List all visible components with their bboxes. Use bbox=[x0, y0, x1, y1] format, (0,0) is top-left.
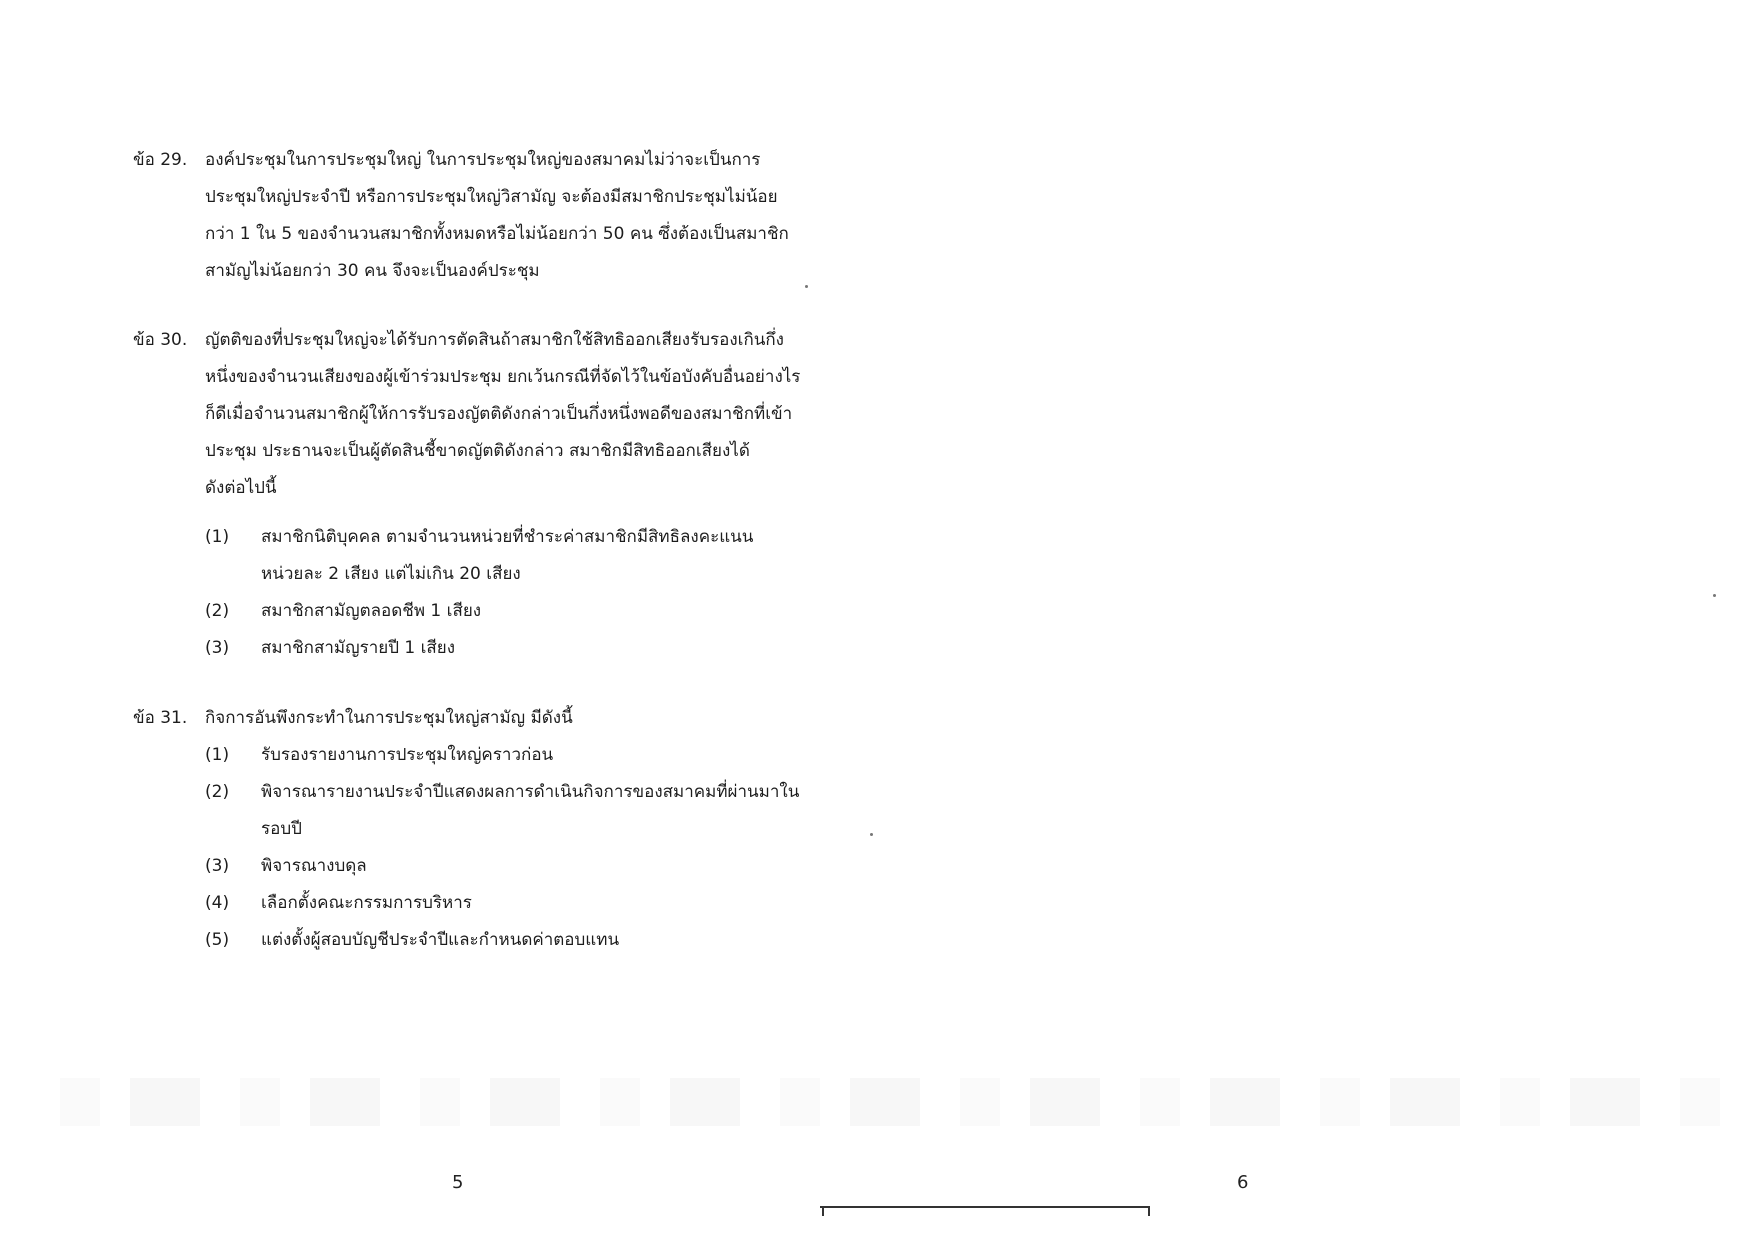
scan-dot bbox=[870, 833, 873, 836]
item-number: (1) bbox=[205, 745, 230, 765]
list-item bbox=[205, 774, 833, 848]
item-number: (2) bbox=[205, 782, 230, 802]
fold-tick bbox=[822, 1206, 824, 1216]
clause-31 bbox=[133, 700, 833, 959]
item-number: (3) bbox=[205, 638, 230, 658]
clause-body bbox=[205, 322, 833, 507]
list-item bbox=[205, 519, 833, 593]
fold-tick bbox=[1148, 1206, 1150, 1216]
item-number: (3) bbox=[205, 856, 230, 876]
item-line: สมาชิกสามัญรายปี 1 เสียง bbox=[261, 638, 456, 658]
clause-29 bbox=[133, 142, 833, 290]
item-line: แต่งตั้งผู้สอบบัญชีประจำปีและกำหนดค่าตอบแทน bbox=[261, 930, 620, 950]
clause-body bbox=[205, 142, 833, 290]
clause-line: องค์ประชุมในการประชุมใหญ่ ในการประชุมใหญ่ของสมาคมไม่ว่าจะเป็นการ bbox=[205, 150, 761, 170]
item-number: (1) bbox=[205, 527, 230, 547]
clause-line: กว่า 1 ใน 5 ของจำนวนสมาชิกทั้งหมดหรือไม่น้อยกว่า 50 คน ซึ่งต้องเป็นสมาชิก bbox=[205, 224, 789, 244]
item-line: พิจารณางบดุล bbox=[261, 856, 367, 876]
item-line: หน่วยละ 2 เสียง แต่ไม่เกิน 20 เสียง bbox=[261, 564, 521, 584]
list-item bbox=[205, 630, 833, 667]
clause-line: ก็ดีเมื่อจำนวนสมาชิกผู้ให้การรับรองญัตติดังกล่าวเป็นกึ่งหนึ่งพอดีของสมาชิกที่เข้า bbox=[205, 404, 793, 424]
list-item bbox=[205, 848, 833, 885]
scan-dot bbox=[1713, 594, 1716, 597]
clause-line: ญัตติของที่ประชุมใหญ่จะได้รับการตัดสินถ้าสมาชิกใช้สิทธิออกเสียงรับรองเกินกึ่ง bbox=[205, 330, 784, 350]
list-item bbox=[205, 922, 833, 959]
item-line: สมาชิกนิติบุคคล ตามจำนวนหน่วยที่ชำระค่าสมาชิกมีสิทธิลงคะแนน bbox=[261, 527, 754, 547]
clause-line: ดังต่อไปนี้ bbox=[205, 478, 277, 498]
clause-line: ประชุม ประธานจะเป็นผู้ตัดสินชี้ขาดญัตติดังกล่าว สมาชิกมีสิทธิออกเสียงได้ bbox=[205, 441, 750, 461]
clause-30-items bbox=[205, 519, 833, 667]
scan-artifact-band bbox=[60, 1078, 1720, 1126]
page-number-left: 5 bbox=[452, 1172, 464, 1193]
item-number: (5) bbox=[205, 930, 230, 950]
list-item bbox=[205, 593, 833, 630]
item-number: (2) bbox=[205, 601, 230, 621]
clause-line: ประชุมใหญ่ประจำปี หรือการประชุมใหญ่วิสามัญ จะต้องมีสมาชิกประชุมไม่น้อย bbox=[205, 187, 778, 207]
item-line: พิจารณารายงานประจำปีแสดงผลการดำเนินกิจการของสมาคมที่ผ่านมาใน bbox=[261, 782, 800, 802]
clause-number: ข้อ 31. bbox=[133, 708, 188, 728]
clause-31-items bbox=[205, 737, 833, 959]
item-line: สมาชิกสามัญตลอดชีพ 1 เสียง bbox=[261, 601, 482, 621]
clause-line: สามัญไม่น้อยกว่า 30 คน จึงจะเป็นองค์ประชุม bbox=[205, 261, 540, 281]
item-line: รับรองรายงานการประชุมใหญ่คราวก่อน bbox=[261, 745, 554, 765]
clause-body bbox=[205, 700, 833, 737]
fold-line bbox=[820, 1206, 1150, 1208]
scan-dot bbox=[805, 285, 808, 288]
item-line: เลือกตั้งคณะกรรมการบริหาร bbox=[261, 893, 472, 913]
page-number-right: 6 bbox=[1237, 1172, 1249, 1193]
item-line: รอบปี bbox=[261, 819, 302, 839]
list-item bbox=[205, 885, 833, 922]
item-number: (4) bbox=[205, 893, 230, 913]
clause-number: ข้อ 29. bbox=[133, 150, 188, 170]
clause-30 bbox=[133, 322, 833, 667]
clause-number: ข้อ 30. bbox=[133, 330, 188, 350]
clause-line: กิจการอันพึงกระทำในการประชุมใหญ่สามัญ มีดังนี้ bbox=[205, 708, 573, 728]
clause-line: หนึ่งของจำนวนเสียงของผู้เข้าร่วมประชุม ยกเว้นกรณีที่จัดไว้ในข้อบังคับอื่นอย่างไร bbox=[205, 367, 801, 387]
list-item bbox=[205, 737, 833, 774]
